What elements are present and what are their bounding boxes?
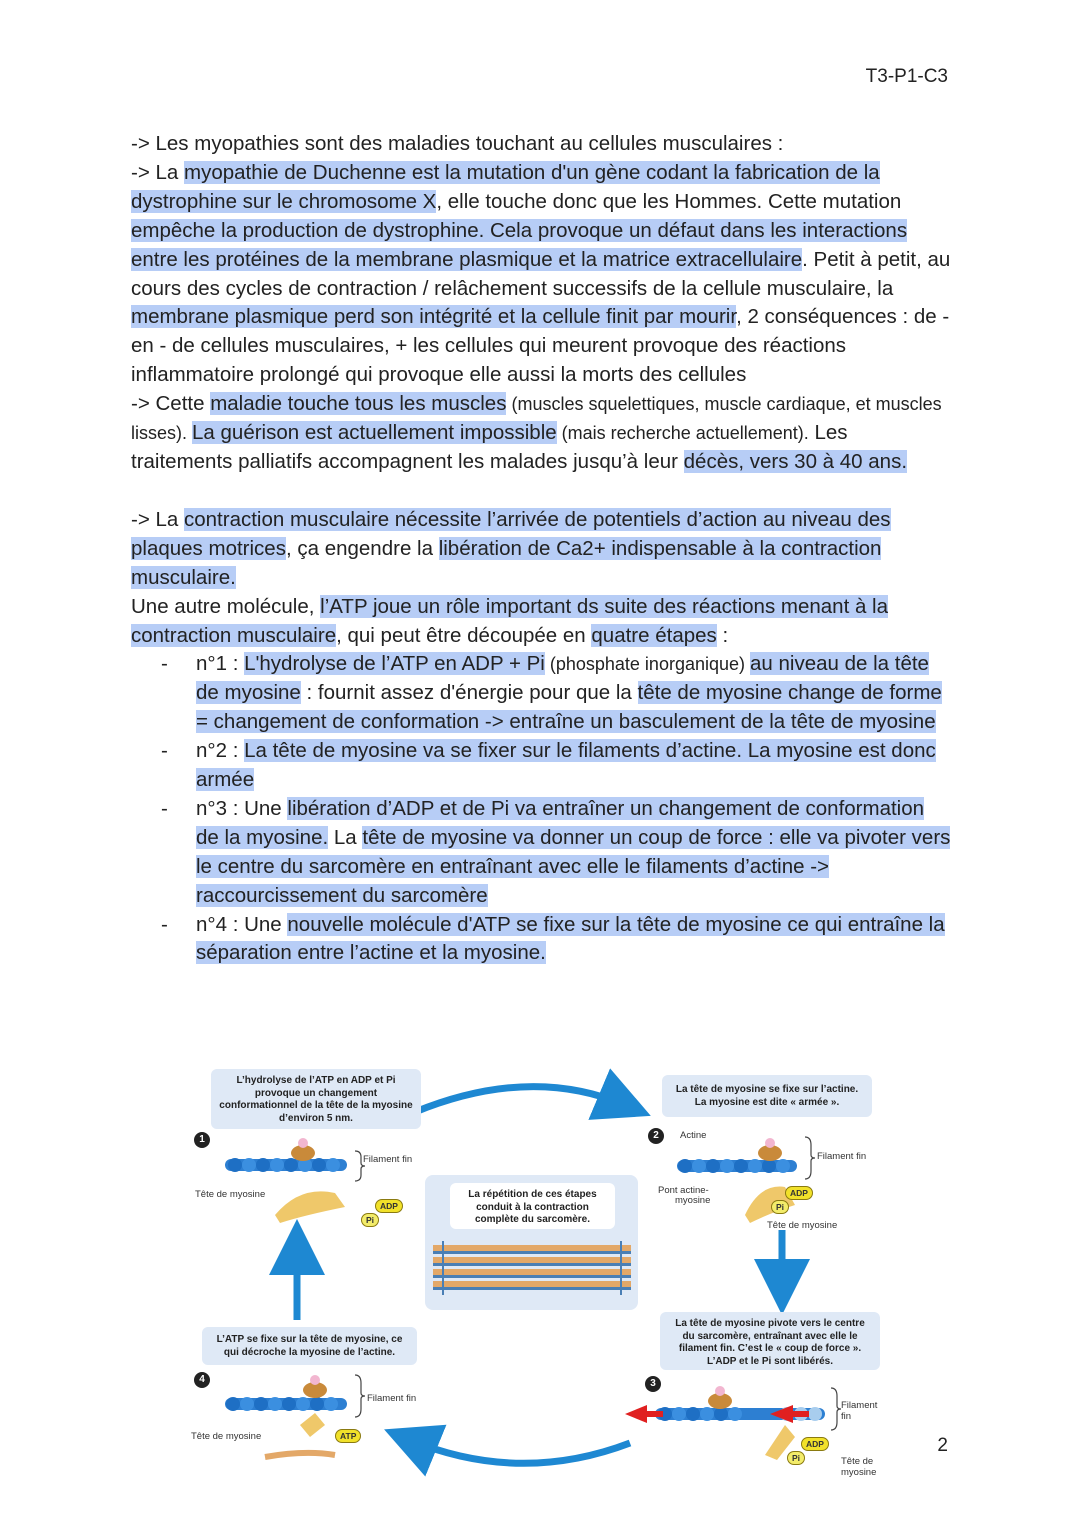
- highlight: maladie touche tous les muscles: [210, 392, 507, 416]
- brace-4: [355, 1375, 365, 1417]
- label-pont-actine-myosine-2: myosine: [675, 1195, 711, 1206]
- adp-badge-1: ADP: [375, 1199, 403, 1213]
- adp-badge-3: ADP: [801, 1437, 829, 1451]
- steps-list: [131, 650, 951, 968]
- paragraph-myopathies: [131, 130, 951, 477]
- filament-step4: [225, 1375, 347, 1457]
- label-filament-fin-4: Filament fin: [367, 1393, 417, 1404]
- text: :: [716, 623, 729, 647]
- adp-badge-2: ADP: [785, 1186, 813, 1200]
- pi-badge-1: Pi: [361, 1213, 379, 1227]
- bullet: -: [161, 739, 168, 763]
- header-code: T3-P1-C3: [865, 66, 948, 87]
- caption-step3: La tête de myosine pivote vers le centre du sarcomère, entraînant avec elle le filament fin. C’est le « coup de force ». L’ADP et le Pi sont libérés.: [660, 1312, 880, 1370]
- label-tete-myosine-4: Tête de myosine: [191, 1431, 262, 1442]
- text: , qui peut être découpée en: [336, 623, 592, 647]
- text: -> La: [131, 507, 184, 531]
- crossbridge-cycle-diagram: [185, 1065, 905, 1485]
- bullet: -: [161, 912, 168, 936]
- highlight: libération de Ca2+ indispensable à la contraction musculaire.: [131, 536, 882, 589]
- highlight: myopathie de Duchenne est la mutation d'un gène codant la fabrication de la dystrophine sur le chromosome X: [131, 160, 880, 213]
- text: , 2 conséquences : de - en - de cellules musculaires, + les cellules qui meurent provoque des réactions inflammatoire prolongé qui provoque elle aussi la morts des cellules: [131, 305, 950, 387]
- filament-step3: [625, 1386, 825, 1460]
- cycle-arrow-bottom: [410, 1440, 630, 1463]
- highlight: contraction musculaire nécessite l’arrivée de potentiels d’action au niveau des plaques motrices: [131, 507, 891, 560]
- paragraph-contraction: [131, 506, 951, 651]
- text: n°3 : Une: [196, 796, 288, 820]
- text: , elle touche donc que les Hommes. Cette mutation: [436, 189, 902, 213]
- text: -> La: [131, 160, 184, 184]
- text: La: [328, 825, 363, 849]
- caption-step4: L’ATP se fixe sur la tête de myosine, ce qui décroche la myosine de l’actine.: [202, 1327, 417, 1365]
- highlight: La guérison est actuellement impossible: [192, 421, 557, 445]
- label-filament-3: Filament: [841, 1400, 878, 1411]
- label-tete-myosine-2: Tête de myosine: [767, 1220, 838, 1231]
- highlight: La tête de myosine va se fixer sur le filaments d’actine. La myosine est donc armée: [196, 739, 936, 792]
- step-number-4: 4: [194, 1372, 210, 1388]
- label-fin-3: fin: [841, 1411, 852, 1422]
- label-filament-fin-2: Filament fin: [817, 1151, 867, 1162]
- label-myosine-3: myosine: [841, 1467, 877, 1478]
- pi-badge-2: Pi: [771, 1200, 789, 1214]
- cycle-arrow-top: [415, 1087, 625, 1112]
- text: n°1 :: [196, 652, 245, 676]
- highlight: nouvelle molécule d'ATP se fixe sur la tête de myosine ce qui entraîne la séparation entre l’actine et la myosine.: [196, 912, 945, 965]
- highlight: L'hydrolyse de l’ATP en ADP + Pi: [244, 652, 545, 676]
- text: n°2 :: [196, 739, 245, 763]
- label-tete-de-3: Tête de: [841, 1456, 874, 1467]
- highlight: membrane plasmique perd son intégrité et la cellule finit par mourir: [131, 305, 737, 329]
- list-item: [131, 795, 951, 911]
- highlight: l’ATP joue un rôle important ds suite des réactions menant à la contraction musculaire: [131, 594, 889, 647]
- line-intro: -> Les myopathies sont des maladies touchant au cellules musculaires :: [131, 132, 784, 155]
- highlight: tête de myosine va donner un coup de force : elle va pivoter vers le centre du sarcomère en entraînant avec elle le filaments d’actine -> raccourcissement du sarcomère: [196, 825, 951, 907]
- brace-3: [831, 1388, 841, 1430]
- text: n°4 : Une: [196, 912, 288, 936]
- text: (muscles squelettiques, muscle cardiaque, et muscles lisses).: [131, 394, 942, 444]
- text: , ça engendre la: [285, 536, 439, 560]
- caption-center: La répétition de ces étapes conduit à la contraction complète du sarcomère.: [450, 1183, 615, 1229]
- highlight: tête de myosine change de forme = changement de conformation -> entraîne un basculement de la tête de myosine: [196, 681, 942, 734]
- highlight: empêche la production de dystrophine. Cela provoque un défaut dans les interactions entre les protéines de la membrane plasmique et la matrice extracellulaire: [131, 218, 908, 271]
- caption-step1: L’hydrolyse de l’ATP en ADP et Pi provoque un changement conformationnel de la tête de la myosine d’environ 5 nm.: [211, 1069, 421, 1129]
- highlight: quatre étapes: [591, 623, 717, 647]
- list-item: [131, 737, 951, 795]
- highlight: libération d’ADP et de Pi va entraîner un changement de conformation de la myosine.: [196, 796, 925, 849]
- text: -> Cette: [131, 392, 211, 416]
- bullet: -: [161, 796, 168, 820]
- text: Les traitements palliatifs accompagnent les malades jusqu’à leur: [131, 421, 848, 473]
- atp-badge: ATP: [335, 1429, 361, 1443]
- label-filament-fin-1: Filament fin: [363, 1154, 413, 1165]
- label-pont-actine-myosine-1: Pont actine-: [658, 1185, 709, 1196]
- label-actine: Actine: [680, 1130, 707, 1141]
- text: Une autre molécule,: [131, 594, 321, 618]
- document-body: [131, 130, 951, 968]
- text: (mais recherche actuellement).: [556, 423, 809, 444]
- pi-badge-3: Pi: [787, 1451, 805, 1465]
- filament-step1: [225, 1138, 347, 1223]
- brace-2: [805, 1137, 815, 1179]
- highlight: au niveau de la tête de myosine: [196, 652, 929, 705]
- caption-step2: La tête de myosine se fixe sur l’actine. La myosine est dite « armée ».: [662, 1075, 872, 1117]
- page-number: 2: [937, 1435, 948, 1456]
- label-tete-myosine-1: Tête de myosine: [195, 1189, 266, 1200]
- step-number-2: 2: [648, 1128, 664, 1144]
- step-number-1: 1: [194, 1132, 210, 1148]
- step-number-3: 3: [645, 1376, 661, 1392]
- text: . Petit à petit, au cours des cycles de contraction / relâchement successifs de la cellule musculaire, la: [131, 247, 951, 300]
- text: : fournit assez d'énergie pour que la: [300, 681, 638, 705]
- bullet: -: [161, 652, 168, 676]
- list-item: [131, 911, 951, 969]
- highlight: décès, vers 30 à 40 ans.: [683, 449, 908, 473]
- text: (phosphate inorganique): [544, 654, 751, 675]
- list-item: [131, 650, 951, 737]
